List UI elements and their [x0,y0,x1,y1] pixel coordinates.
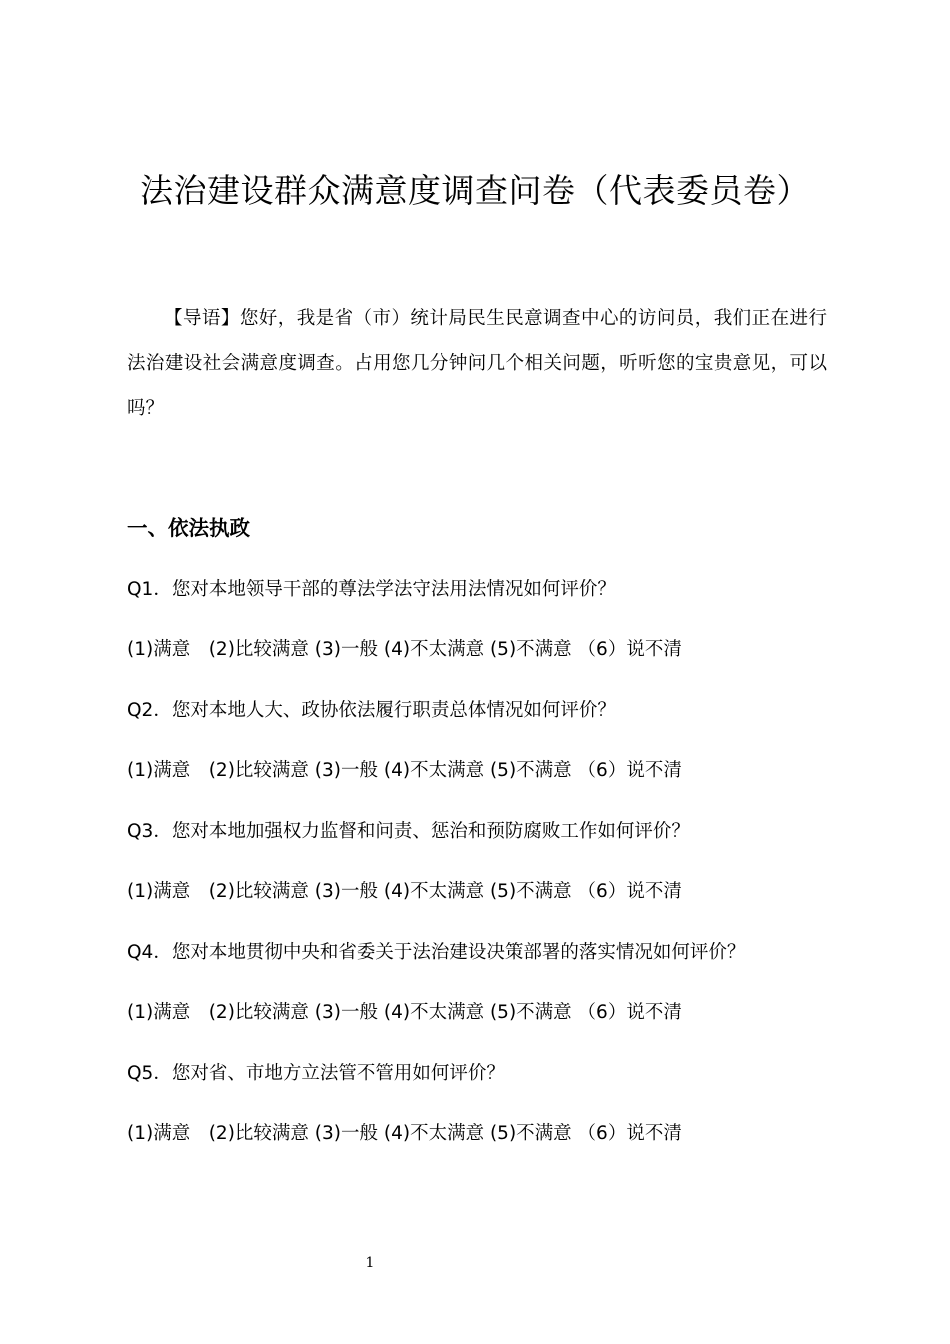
section-heading: 一、依法执政 [127,516,250,540]
question-1-options: (1)满意 (2)比较满意 (3)一般 (4)不太满意 (5)不满意 （6）说不清 [127,639,682,660]
question-1: Q1．您对本地领导干部的尊法学法守法用法情况如何评价？ [127,579,616,600]
question-4: Q4．您对本地贯彻中央和省委关于法治建设决策部署的落实情况如何评价？ [127,942,746,963]
question-5: Q5．您对省、市地方立法管不管用如何评价？ [127,1063,505,1084]
question-4-options: (1)满意 (2)比较满意 (3)一般 (4)不太满意 (5)不满意 （6）说不清 [127,1002,682,1023]
question-2-options: (1)满意 (2)比较满意 (3)一般 (4)不太满意 (5)不满意 （6）说不清 [127,760,682,781]
question-3-options: (1)满意 (2)比较满意 (3)一般 (4)不太满意 (5)不满意 （6）说不清 [127,881,682,902]
page-number: 1 [365,1255,375,1271]
document-title: 法治建设群众满意度调查问卷（代表委员卷） [140,171,810,210]
intro-paragraph: 【导语】您好，我是省（市）统计局民生民意调查中心的访问员，我们正在进行法治建设社会满意度调查。占用您几分钟问几个相关问题，听听您的宝贵意见，可以吗？ [127,308,827,419]
question-2: Q2．您对本地人大、政协依法履行职责总体情况如何评价？ [127,700,616,721]
question-3: Q3．您对本地加强权力监督和问责、惩治和预防腐败工作如何评价？ [127,821,690,842]
question-5-options: (1)满意 (2)比较满意 (3)一般 (4)不太满意 (5)不满意 （6）说不清 [127,1123,682,1144]
